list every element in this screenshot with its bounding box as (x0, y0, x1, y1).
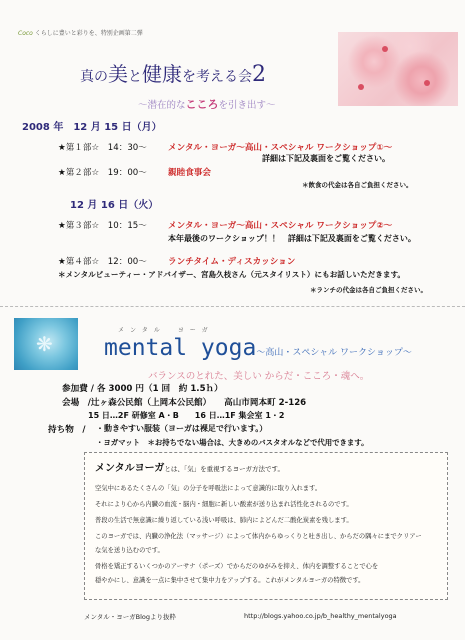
fee-line: 参加費 / 各 3000 円（1 回 約 1.5ｈ） (62, 384, 223, 394)
schedule-title: メンタル・ヨーガ～高山・スペシャル ワークショップ②～ (168, 221, 393, 231)
description-box (84, 452, 448, 600)
schedule-title: 親睦食事会 (168, 168, 211, 178)
date-day2: 12 月 16 日（火） (70, 200, 159, 211)
venue-line: 会場 /辻ヶ森公民館（上岡本公民館） 高山市岡本町 2-126 (62, 398, 307, 408)
yoga-tagline: バランスのとれた、美しい からだ・こころ・魂へ。 (148, 371, 370, 382)
box-line: それにより心から内臓の血流・脳内・細胞に新しい酸素が送り込まれ活性化されるのです。 (95, 501, 353, 508)
schedule-label: ★第１部☆ 14：30～ (58, 143, 147, 153)
blue-flower-image (14, 318, 78, 370)
venue-rooms: 15 日…2F 研修室 A・B 16 日…1F 集会室 1・2 (88, 411, 285, 420)
items-label: 持ち物 / (48, 425, 86, 435)
tagline (18, 28, 143, 37)
schedule-label: ★第４部☆ 12：00～ (58, 257, 147, 267)
tagline-text: くらしに豊いと彩りを、特別企画第二弾 (34, 30, 143, 37)
yoga-title: mental yoga～高山・スペシャル ワークショップ～ (104, 335, 412, 361)
schedule-detail: 本年最後のワークショップ！！ 詳細は下記及裏面をご覧ください。 (168, 234, 416, 243)
items-line-1: ・動きやすい服装（ヨーガは裸足で行います。） (96, 424, 268, 433)
schedule-row-2 (58, 166, 147, 178)
box-heading: メンタルヨーガとは、「気」を重視するヨーガ方法です。 (95, 463, 285, 474)
flower-image (338, 32, 458, 106)
schedule-title: ランチタイム・ディスカッション (168, 257, 296, 267)
schedule-label: ★第３部☆ 10：15～ (58, 221, 147, 231)
box-line: このヨーガでは、内臓の浄化法（マッサージ）によって体内からゆっくりと吐き出し、からだの隅々にまでクリアー (95, 533, 422, 540)
box-line: 骨格を矯正するいくつかのアーサナ（ポーズ）でからだのゆがみを抑え、体内を調整することで心を (95, 563, 379, 570)
schedule-title: メンタル・ヨーガ～高山・スペシャル ワークショップ①～ (168, 143, 393, 153)
box-line: な気を送り込むのです。 (95, 547, 164, 554)
snowflake-icon: ❋ (36, 332, 53, 356)
schedule-row-1 (58, 141, 147, 153)
box-line: 普段の生活で無意識に繰り返している浅い呼吸は、肺内によどんだ二酸化炭素を残します。 (95, 517, 353, 524)
schedule-label: ★第２部☆ 19：00～ (58, 168, 147, 178)
date-day1: 2008 年 12 月 15 日（月） (22, 122, 162, 133)
section-divider (0, 306, 465, 307)
schedule-row-3 (58, 219, 147, 231)
yoga-ruby: メンタル ヨーガ (118, 327, 214, 334)
schedule-detail: ＊メンタルビューティー・アドバイザー、宮島久枝さん（元スタイリスト）にもお話しいただきます。 (58, 270, 406, 279)
coco-logo-text: Coco (18, 30, 33, 37)
schedule-note: ＊飲食の代金は各自ご負担ください。 (302, 181, 413, 189)
page-title: 真の美と健康を考える会2 (80, 62, 266, 87)
schedule-row-4 (58, 255, 147, 267)
schedule-note: ＊ランチの代金は各自ご負担ください。 (310, 286, 427, 294)
subtitle: ～潜在的なこころを引き出す～ (138, 98, 276, 111)
items-line-2: ・ヨガマット ＊お持ちでない場合は、大きめのバスタオルなどで代用できます。 (96, 438, 369, 447)
footer-source: メンタル・ヨーガBlogより抜粋 (84, 613, 176, 621)
box-line: 穏やかにし、意識を一点に集中させて集中力をアップする。これがメンタルヨーガの特徴です。 (95, 577, 365, 584)
box-line: 空気中にあるたくさんの「気」の分子を呼吸法によって意識的に取り入れます。 (95, 485, 322, 492)
footer-url[interactable]: http://blogs.yahoo.co.jp/b_healthy_mentalyoga (244, 612, 397, 620)
schedule-detail: 詳細は下記及裏面をご覧ください。 (262, 154, 390, 163)
